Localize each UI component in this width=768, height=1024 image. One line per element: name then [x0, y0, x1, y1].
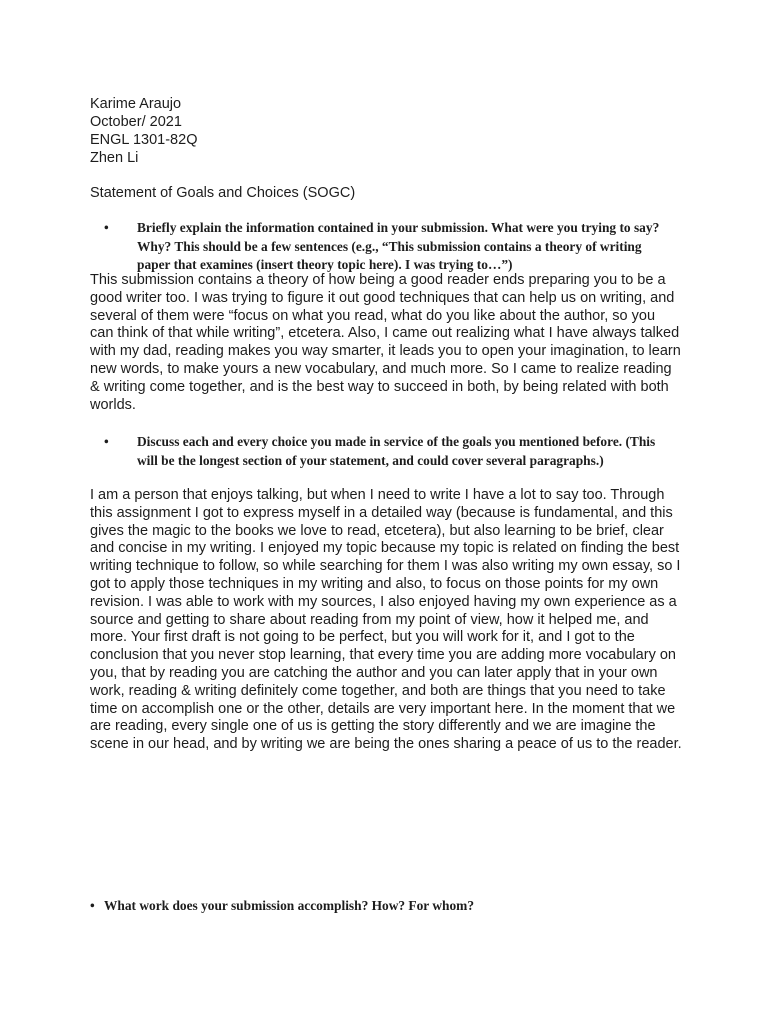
instructor-name: Zhen Li: [90, 150, 139, 166]
question-2: [104, 433, 677, 470]
bullet-icon: •: [104, 434, 109, 449]
answer-1: This submission contains a theory of how being a good reader ends preparing you to be a good writer too. I was trying to figure it out good techniques that can help us on writing, and several of them were “focus on what you read, what do you like about the author, so you can think of that while writing”, etcetera. Also, I came out realizing what I have always talked with my dad, reading makes you way smarter, it leads you to open your imagination, to learn new words, to make yours a new vocabulary, and much more. So I came to realize reading & writing come together, and is the best way to succeed in both, by being related with both worlds.: [90, 272, 681, 413]
bullet-icon: •: [90, 898, 95, 913]
question-1: [104, 219, 677, 275]
bullet-icon: •: [104, 220, 109, 235]
question-2-text: Discuss each and every choice you made in service of the goals you mentioned before. (This will be the longest section of your statement, and could cover several paragraphs.): [137, 434, 656, 468]
question-3: [90, 897, 704, 916]
question-1-text: Briefly explain the information contained in your submission. What were you trying to say? Why? This should be a few sentences (e.g., “This submission contains a theory of writing paper that examines (insert theory topic here). I was trying to…”): [137, 220, 660, 272]
document-date: October/ 2021: [90, 114, 182, 130]
document-title: Statement of Goals and Choices (SOGC): [90, 185, 356, 201]
answer-2: I am a person that enjoys talking, but when I need to write I have a lot to say too. Through this assignment I got to express myself in a detailed way (because is fundamental, and this gives the magic to the books we love to read, etcetera), but also learning to be brief, clear and concise in my writing. I enjoyed my topic because my topic is related on finding the best writing technique to follow, so while searching for them I was also writing my own essay, so I got to apply those techniques in my writing and also, to focus on those points for my own revision. I was able to work with my sources, I also enjoyed having my own experience as a source and getting to share about reading from my point of view, how it helped me, and more. Your first draft is not going to be perfect, but you will work for it, and I got to the conclusion that you never stop learning, that every time you are adding more vocabulary on you, that by reading you are catching the author and you can later apply that in your own work, reading & writing definitely come together, and both are things that you need to take time on accomplish one or the other, details are very important here. In the moment that we are reading, every single one of us is getting the story differently and we are imagine the scene in our head, and by writing we are being the ones sharing a peace of us to the reader.: [90, 487, 682, 753]
course-code: ENGL 1301-82Q: [90, 132, 198, 148]
author-name: Karime Araujo: [90, 96, 182, 112]
question-3-text: What work does your submission accomplish? How? For whom?: [104, 898, 475, 913]
document-header: [90, 95, 197, 167]
